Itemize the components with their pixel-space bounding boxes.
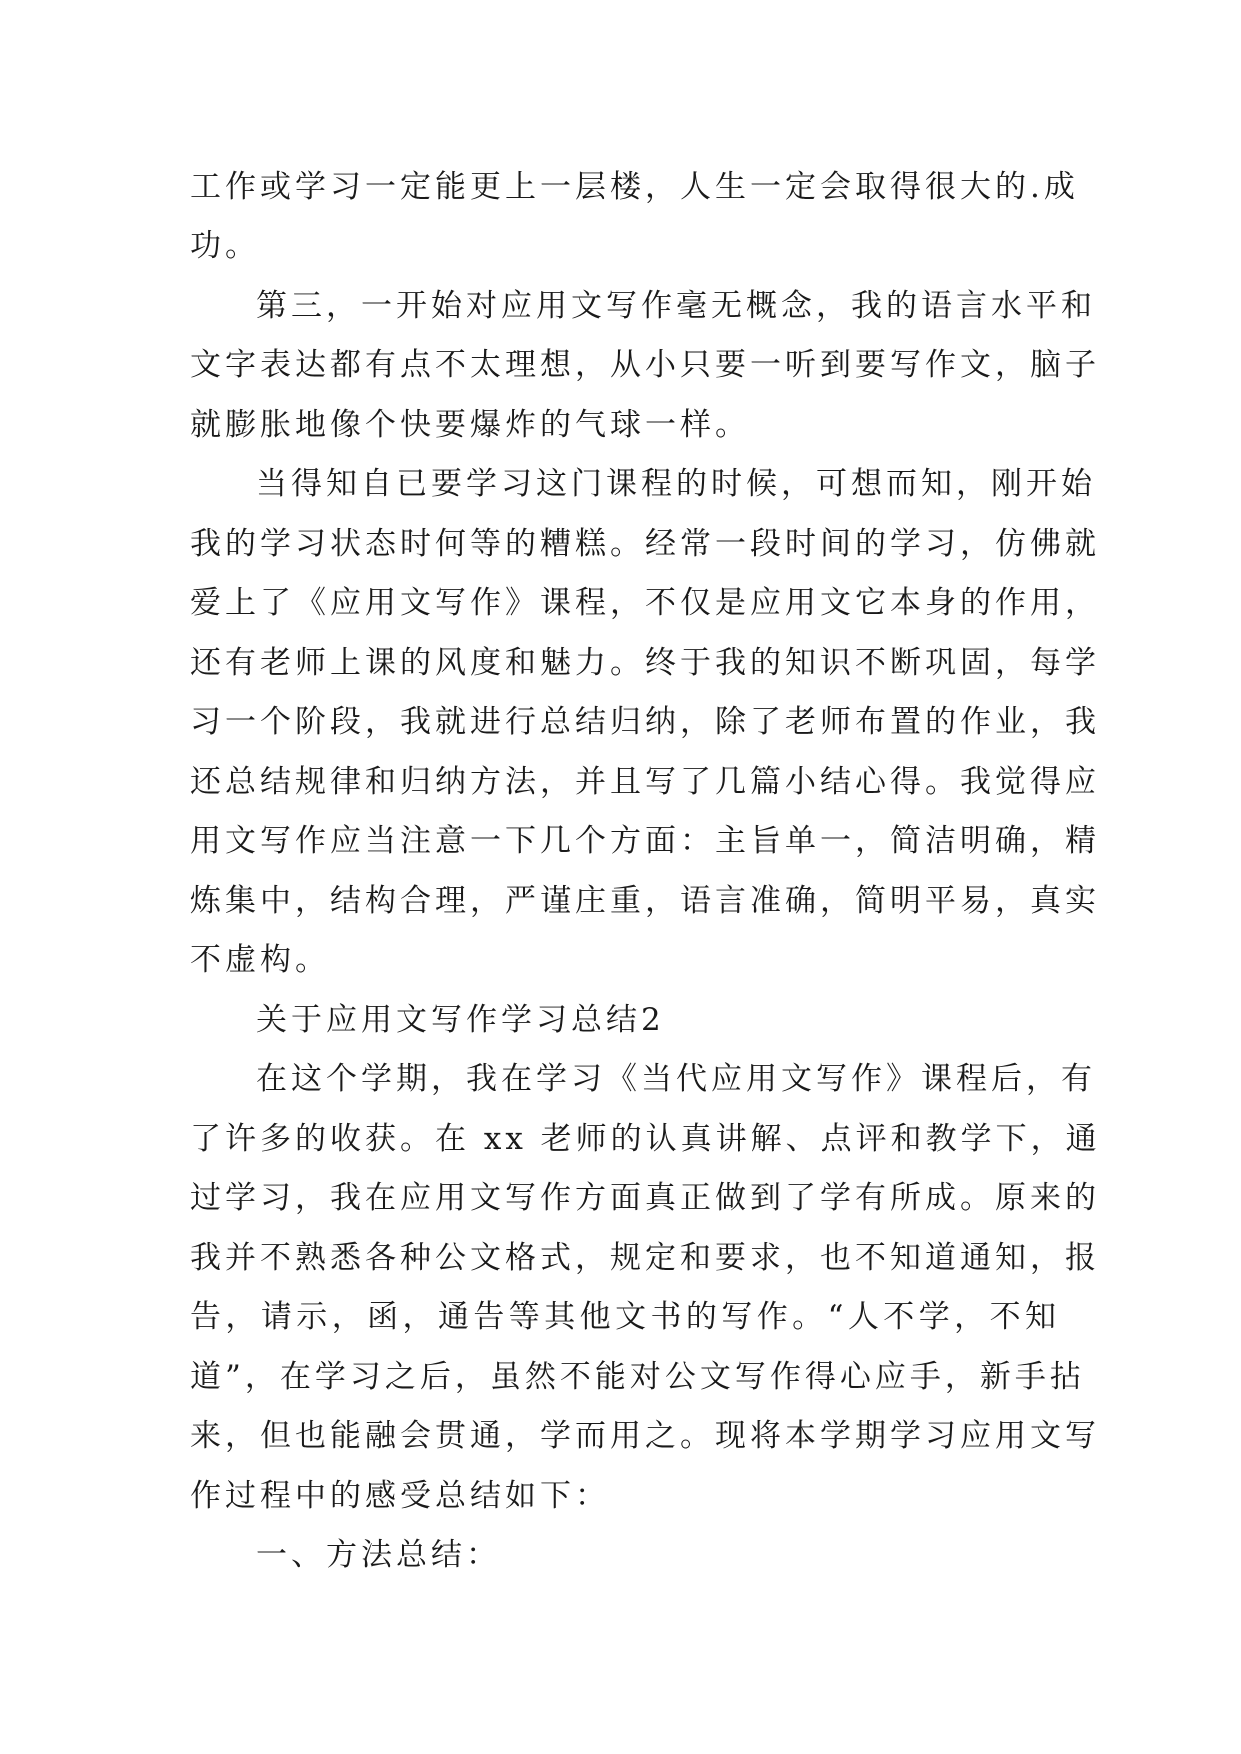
text-line-10: 习一个阶段，我就进行总结归纳，除了老师布置的作业，我 — [190, 704, 1100, 740]
text-line-4: 文字表达都有点不太理想，从小只要一听到要写作文，脑子 — [190, 347, 1100, 383]
text-line-14: 不虚构。 — [190, 942, 330, 978]
text-line-9: 还有老师上课的风度和魅力。终于我的知识不断巩固，每学 — [190, 645, 1100, 681]
text-line-7: 我的学习状态时何等的糟糕。经常一段时间的学习，仿佛就 — [190, 526, 1100, 562]
text-line-17: 了许多的收获。在 xx 老师的认真讲解、点评和教学下，通 — [190, 1121, 1101, 1157]
text-line-5: 就膨胀地像个快要爆炸的气球一样。 — [190, 407, 750, 443]
section-heading: 关于应用文写作学习总结2 — [256, 1002, 665, 1038]
text-line-21: 道”，在学习之后，虽然不能对公文写作得心应手，新手拈 — [190, 1359, 1085, 1395]
text-line-20: 告，请示，函，通告等其他文书的写作。“人不学，不知 — [190, 1299, 1060, 1335]
text-line-18: 过学习，我在应用文写作方面真正做到了学有所成。原来的 — [190, 1180, 1100, 1216]
text-line-19: 我并不熟悉各种公文格式，规定和要求，也不知道通知，报 — [190, 1240, 1100, 1276]
text-line-8: 爱上了《应用文写作》课程，不仅是应用文它本身的作用， — [190, 585, 1100, 621]
text-line-2: 功。 — [190, 228, 260, 264]
text-line-12: 用文写作应当注意一下几个方面：主旨单一，简洁明确，精 — [190, 823, 1100, 859]
text-line-16: 在这个学期，我在学习《当代应用文写作》课程后，有 — [256, 1061, 1096, 1097]
text-line-1: 工作或学习一定能更上一层楼，人生一定会取得很大的.成 — [190, 169, 1079, 205]
text-line-22: 来，但也能融会贯通，学而用之。现将本学期学习应用文写 — [190, 1418, 1100, 1454]
subsection-heading: 一、方法总结： — [256, 1537, 501, 1573]
text-line-6: 当得知自已要学习这门课程的时候，可想而知，刚开始 — [256, 466, 1096, 502]
text-line-11: 还总结规律和归纳方法，并且写了几篇小结心得。我觉得应 — [190, 764, 1100, 800]
text-line-13: 炼集中，结构合理，严谨庄重，语言准确，简明平易，真实 — [190, 883, 1100, 919]
text-line-23: 作过程中的感受总结如下： — [190, 1478, 610, 1514]
text-line-3: 第三，一开始对应用文写作毫无概念，我的语言水平和 — [256, 288, 1096, 324]
